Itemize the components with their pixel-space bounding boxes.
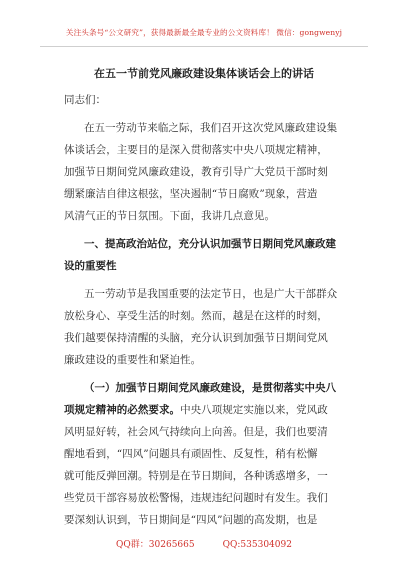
subsection-line: 风明显好转，社会风气持续向上向善。但是，我们也要清 [64, 426, 328, 438]
subsection-line: 就可能反弹回潮。特别是在节日期间，各种诱惑增多，一 [64, 470, 328, 482]
subsection-heading-end: 项规定精神的必然要求。 [64, 404, 181, 416]
subsection-line: 醒地看到，“四风”问题具有顽固性、反复性，稍有松懈 [64, 448, 318, 460]
document-title: 在五一节前党风廉政建设集体谈话会上的讲话 [94, 67, 314, 80]
subsection-text: 中央八项规定实施以来，党风政 [180, 404, 328, 416]
section-heading: 设的重要性 [64, 260, 117, 272]
subsection-heading: （一）加强节日期间党风廉政建设，是贯彻落实中央八 [84, 382, 336, 394]
subsection-line: 要深刻认识到，节日期间是“四风”问题的高发期，也是 [64, 514, 318, 526]
salutation: 同志们： [64, 94, 106, 106]
intro-line: 绷紧廉洁自律这根弦，坚决遏制“节日腐败”现象，营造 [64, 188, 318, 200]
section-heading: 一、提高政治站位，充分认识加强节日期间党风廉政建 [84, 238, 336, 250]
subsection-line [64, 402, 328, 417]
section-line: 五一劳动节是我国重要的法定节日，也是广大干部群众 [84, 288, 338, 300]
section-line: 我们越要保持清醒的头脑，充分认识到加强节日期间党风 [64, 332, 328, 344]
footer [0, 537, 408, 550]
footer-qq-group: QQ群：30265665 [116, 540, 195, 550]
intro-line: 体谈话会，主要目的是深入贯彻落实中央八项规定精神， [64, 144, 328, 156]
section-line: 廉政建设的重要性和紧迫性。 [64, 354, 202, 366]
intro-line: 加强节日期间党风廉政建设，教育引导广大党员干部时刻 [64, 166, 328, 178]
footer-qq: QQ:535304092 [222, 540, 292, 550]
header-divider [40, 46, 368, 47]
section-line: 放松身心、享受生活的时刻。然而，越是在这样的时刻， [64, 310, 328, 322]
subsection-line: 些党员干部容易放松警惕，违规违纪问题时有发生。我们 [64, 492, 328, 504]
intro-line: 在五一劳动节来临之际，我们召开这次党风廉政建设集 [84, 122, 338, 134]
intro-line: 风清气正的节日氛围。下面，我讲几点意见。 [64, 210, 275, 222]
header-banner: 关注头条号“公文研究”，获得最新最全最专业的公文资料库！ 微信：gongwenyj [65, 28, 343, 37]
